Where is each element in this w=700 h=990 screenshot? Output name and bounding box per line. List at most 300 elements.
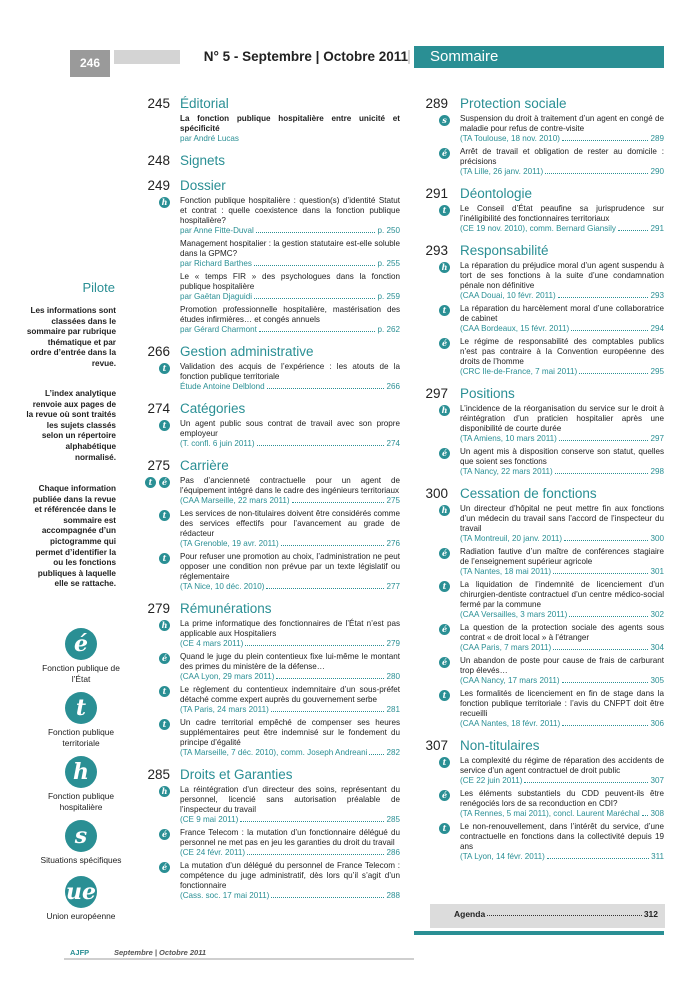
entry-title: Les éléments substantiels du CDD peuvent-ils être renégociés lors de sa reconduction en CDI? (460, 789, 664, 808)
entry-reference (460, 367, 664, 377)
section-heading[interactable] (144, 177, 400, 194)
entry-source: (CE 24 févr. 2011) (180, 848, 246, 857)
dot-leader (618, 224, 649, 231)
entry-source: par Gaëtan Djaguidi (180, 292, 252, 301)
sidebar-paragraph-3: Chaque information publiée dans la revue et référencée dans le sommaire est accompagnée d’un pictogramme qui permet d’identifier la ou les fonctions publiques à laquelle elle se rattache. (32, 484, 116, 589)
dot-leader (271, 705, 385, 712)
entry-page: 282 (386, 748, 400, 757)
section-title: Gestion administrative (180, 344, 314, 359)
entry-title: Suspension du droit à traitement d’un agent en congé de maladie pour refus de contre-visite (460, 114, 664, 133)
dot-leader (257, 439, 385, 446)
territoriale-icon: t (159, 420, 170, 431)
etat-icon: é (439, 338, 450, 349)
entry-title: Un agent mis à disposition conserve son statut, quelles que soient ses fonctions (460, 447, 664, 466)
entry-reference (460, 467, 664, 477)
dot-leader (271, 891, 384, 898)
toc-entry[interactable] (144, 828, 400, 858)
toc-entry[interactable] (144, 619, 400, 649)
situations-icon: s (65, 820, 97, 852)
territoriale-icon: t (159, 510, 170, 521)
entry-title: France Telecom : la mutation d’un fonctionnaire délégué du personnel ne met pas en jeu les garanties du droit du travail (180, 828, 400, 847)
dot-leader (247, 848, 384, 855)
entry-page: 305 (650, 676, 664, 685)
bottom-teal-bar (414, 931, 664, 935)
entry-page: 304 (650, 643, 664, 652)
ue-icon: ue (65, 876, 97, 908)
entry-source: (CAA Bordeaux, 15 févr. 2011) (460, 324, 570, 333)
section-title: Non-titulaires (460, 738, 540, 753)
section-title: Carrière (180, 458, 229, 473)
territoriale-icon: t (145, 477, 156, 488)
entry-source: (TA Marseille, 7 déc. 2010), comm. Joseph Andreani (180, 748, 368, 757)
toc-entry[interactable] (424, 789, 664, 819)
legend-item (36, 692, 126, 748)
dot-leader (558, 291, 649, 298)
toc-section (424, 242, 664, 377)
entry-page: 300 (650, 534, 664, 543)
entry-page: 266 (386, 382, 400, 391)
dot-leader (240, 815, 384, 822)
entry-page: 301 (650, 567, 664, 576)
entry-source: Étude Antoine Delblond (180, 382, 265, 391)
etat-icon: é (159, 862, 170, 873)
entry-title: Les services de non-titulaires doivent être considérés comme des services effectifs pour l’avancement au grade de rédacteur (180, 509, 400, 538)
toc-section (144, 152, 400, 169)
entry-title: Le Conseil d’État peaufine sa jurisprudence sur l’inéligibilité des fonctionnaires territoriaux (460, 204, 664, 223)
entry-title: Le « temps FIR » des psychologues dans la fonction publique hospitalière (180, 272, 400, 291)
section-page-number: 289 (425, 96, 448, 111)
entry-source: par Gérard Charmont (180, 325, 257, 334)
entry-title: Un cadre territorial empêché de compenser ses heures supplémentaires peut être indemnisé sur le fondement du principe d’égalité (180, 718, 400, 747)
entry-reference (180, 292, 400, 302)
territoriale-icon: t (439, 305, 450, 316)
toc-entry[interactable] (424, 504, 664, 544)
entry-reference (460, 434, 664, 444)
toc-entry[interactable] (424, 756, 664, 786)
entry-title: La question de la protection sociale des agents sous contrat « de droit local » à l’étranger (460, 623, 664, 642)
section-page-number: 275 (147, 458, 170, 473)
entry-source: (CAA Lyon, 29 mars 2011) (180, 672, 275, 681)
dot-leader (369, 748, 384, 755)
entry-source: (CAA Douai, 10 févr. 2011) (460, 291, 556, 300)
entry-title: La fonction publique hospitalière entre unicité et spécificité (180, 114, 400, 133)
dot-leader (559, 434, 649, 441)
entry-source: (TA Montreuil, 20 janv. 2011) (460, 534, 563, 543)
entry-title: Le régime de responsabilité des comptables publics n’est pas contraire à la Convention européenne des droits de l’homme (460, 337, 664, 366)
section-title: Protection sociale (460, 96, 567, 111)
section-title: Dossier (180, 178, 226, 193)
entry-page: 288 (386, 891, 400, 900)
toc-entry[interactable] (424, 261, 664, 301)
section-title: Déontologie (460, 186, 533, 201)
territoriale-icon: t (439, 757, 450, 768)
section-heading[interactable] (144, 457, 400, 474)
dot-leader (569, 610, 648, 617)
entry-reference (460, 167, 664, 177)
section-heading[interactable] (144, 600, 400, 617)
entry-page: 291 (650, 224, 664, 233)
entry-title: Pas d’ancienneté contractuelle pour un agent de l’équipement intégré dans le cadre des ingénieurs territoriaux (180, 476, 400, 495)
sidebar-title: Pilote (82, 280, 115, 295)
toc-entry[interactable] (144, 509, 400, 549)
entry-title: La complexité du régime de réparation des accidents de service d’un agent contractuel de droit public (460, 756, 664, 775)
toc-entry[interactable] (144, 305, 400, 335)
entry-source: (CRC Ile-de-France, 7 mai 2011) (460, 367, 578, 376)
territoriale-icon: t (65, 692, 97, 724)
toc-section (144, 177, 400, 335)
dot-leader (259, 325, 376, 332)
toc-entry[interactable] (144, 272, 400, 302)
etat-icon: é (65, 628, 97, 660)
entry-page: 280 (386, 672, 400, 681)
entry-reference (180, 259, 400, 269)
dot-leader (553, 567, 648, 574)
entry-title: Fonction publique hospitalière : question(s) d’identité Statut et contrat : quelle coexistence dans la fonction publique hospitalière? (180, 196, 400, 225)
toc-entry[interactable] (424, 656, 664, 686)
entry-source: (TA Grenoble, 19 avr. 2011) (180, 539, 279, 548)
toc-section (144, 457, 400, 592)
entry-reference (460, 534, 664, 544)
entry-title: Radiation fautive d’un maître de conférences stagiaire de l’enseignement supérieur agricole (460, 547, 664, 566)
entry-page: 290 (650, 167, 664, 176)
section-heading[interactable] (424, 242, 664, 259)
toc-entry[interactable] (424, 547, 664, 577)
agenda-entry[interactable] (454, 909, 658, 919)
legend-label: Fonction publique de l’État (42, 663, 120, 684)
section-page-number: 266 (147, 344, 170, 359)
entry-reference (180, 382, 400, 392)
dot-leader (256, 226, 376, 233)
toc-entry[interactable] (424, 204, 664, 234)
toc-entry[interactable] (424, 580, 664, 620)
dot-leader (562, 719, 648, 726)
entry-source: (TA Nice, 10 déc. 2010) (180, 582, 265, 591)
territoriale-icon: t (159, 363, 170, 374)
entry-source: (CE 4 mars 2011) (180, 639, 244, 648)
footer-date: Septembre | Octobre 2011 (114, 948, 206, 957)
legend-label: Situations spécifiques (40, 855, 122, 865)
entry-reference (180, 134, 400, 144)
territoriale-icon: t (439, 823, 450, 834)
toc-entry[interactable] (144, 861, 400, 901)
section-page-number: 293 (425, 243, 448, 258)
entry-title: Pour refuser une promotion au choix, l’administration ne peut opposer une condition non prévue par un texte législatif ou réglementaire (180, 552, 400, 581)
dot-leader (254, 292, 375, 299)
dot-leader (562, 676, 649, 683)
entry-title: Management hospitalier : la gestion statutaire est-elle soluble dans la GPMC? (180, 239, 400, 258)
legend-item (36, 820, 126, 866)
toc-section (144, 400, 400, 449)
section-page-number: 297 (425, 386, 448, 401)
section-page-number: 248 (147, 153, 170, 168)
toc-entry[interactable] (424, 304, 664, 334)
section-page-number: 307 (425, 738, 448, 753)
sidebar-paragraph-1: Les informations sont classées dans le sommaire par rubrique thématique et par ordre d’entrée dans la revue. (26, 306, 116, 368)
section-title: Responsabilité (460, 243, 549, 258)
situations-icon: s (439, 115, 450, 126)
dot-leader (642, 809, 649, 816)
section-page-number: 291 (425, 186, 448, 201)
toc-entry[interactable] (144, 419, 400, 449)
entry-reference (180, 891, 400, 901)
entry-page: p. 259 (377, 292, 400, 301)
section-heading[interactable] (144, 766, 400, 783)
entry-page: 298 (650, 467, 664, 476)
legend-label: Union européenne (46, 911, 116, 921)
entry-reference (460, 567, 664, 577)
entry-reference (180, 848, 400, 858)
entry-reference (460, 224, 664, 234)
entry-source: par Anne Fitte-Duval (180, 226, 254, 235)
dot-leader (292, 496, 385, 503)
entry-source: (TA Lille, 26 janv. 2011) (460, 167, 544, 176)
entry-title: Promotion professionnelle hospitalière, mastérisation des études infirmières… et congés annuels (180, 305, 400, 324)
dot-leader (276, 672, 384, 679)
dot-leader (553, 643, 648, 650)
entry-title: Le non-renouvellement, dans l’intérêt du service, d’une contractuelle en fonctions dans la collectivité depuis 19 ans (460, 822, 664, 851)
section-heading[interactable] (424, 95, 664, 112)
entry-source: (CE 9 mai 2011) (180, 815, 239, 824)
hospitaliere-icon: h (439, 262, 450, 273)
toc-entry[interactable] (144, 196, 400, 236)
section-heading[interactable] (144, 343, 400, 360)
issue-title: N° 5 - Septembre | Octobre 2011 (180, 46, 408, 68)
entry-title: Un abandon de poste pour cause de frais de carburant trop élevés… (460, 656, 664, 675)
toc-section (144, 95, 400, 144)
etat-icon: é (439, 624, 450, 635)
toc-entry[interactable] (424, 623, 664, 653)
dot-leader (267, 382, 385, 389)
entry-source: (TA Toulouse, 18 nov. 2010) (460, 134, 560, 143)
entry-source: (Cass. soc. 17 mai 2011) (180, 891, 270, 900)
toc-section (144, 600, 400, 758)
toc-entry[interactable] (424, 337, 664, 377)
section-heading[interactable] (424, 737, 664, 754)
entry-title: La réintégration d’un directeur des soins, représentant du personnel, licencié sans autorisation préalable de l’inspecteur du travail (180, 785, 400, 814)
toc-entry[interactable] (144, 476, 400, 506)
entry-page: p. 255 (377, 259, 400, 268)
toc-entry[interactable] (144, 718, 400, 758)
entry-reference (460, 676, 664, 686)
entry-page: 279 (386, 639, 400, 648)
hospitaliere-icon: h (439, 505, 450, 516)
entry-page: 302 (650, 610, 664, 619)
section-title: Catégories (180, 401, 246, 416)
entry-reference (180, 672, 400, 682)
entry-reference (180, 325, 400, 335)
entry-reference (460, 719, 664, 729)
entry-reference (460, 324, 664, 334)
entry-reference (460, 776, 664, 786)
entry-page: 294 (650, 324, 664, 333)
entry-source: (CE 22 juin 2011) (460, 776, 523, 785)
legend-item (36, 628, 126, 684)
entry-page: 289 (650, 134, 664, 143)
toc-entry[interactable] (424, 147, 664, 177)
right-column (424, 95, 664, 865)
etat-icon: é (439, 148, 450, 159)
page-number: 246 (70, 50, 110, 77)
entry-title: La liquidation de l’indemnité de licenciement d’un chirurgien-dentiste contractuel d’un centre médico-social fermé par la commune (460, 580, 664, 609)
dot-leader (564, 534, 648, 541)
entry-source: (CE 19 nov. 2010), comm. Bernard Giansily (460, 224, 616, 233)
dot-leader (266, 582, 384, 589)
section-title: Cessation de fonctions (460, 486, 597, 501)
entry-title: La réparation du harcèlement moral d’une collaboratrice de cabinet (460, 304, 664, 323)
toc-section (424, 737, 664, 862)
etat-icon: é (439, 657, 450, 668)
toc-section (144, 766, 400, 901)
section-heading[interactable] (424, 185, 664, 202)
left-column (144, 95, 400, 904)
entry-page: 311 (651, 852, 664, 861)
footer-rule (64, 958, 414, 960)
toc-entry[interactable] (144, 114, 400, 144)
entry-title: Un directeur d’hôpital ne peut mettre fin aux fonctions d’un médecin du travail sans l’accord de l’inspecteur du travail (460, 504, 664, 533)
toc-entry[interactable] (144, 552, 400, 592)
dot-leader (245, 639, 384, 646)
entry-source: (TA Rennes, 5 mai 2011), concl. Laurent Maréchal (460, 809, 640, 818)
section-page-number: 274 (147, 401, 170, 416)
entry-page: 285 (386, 815, 400, 824)
entry-reference (180, 582, 400, 592)
entry-reference (180, 748, 400, 758)
entry-source: par Richard Barthes (180, 259, 252, 268)
entry-title: Validation des acquis de l’expérience : les atouts de la fonction publique territoriale (180, 362, 400, 381)
legend-label: Fonction publique hospitalière (47, 791, 115, 812)
dot-leader (555, 467, 649, 474)
territoriale-icon: t (439, 581, 450, 592)
section-page-number: 279 (147, 601, 170, 616)
agenda-label: Agenda (454, 909, 486, 919)
entry-page: 286 (386, 848, 400, 857)
section-heading[interactable] (424, 385, 664, 402)
toc-entry[interactable] (144, 652, 400, 682)
toc-section (144, 343, 400, 392)
entry-page: 277 (386, 582, 400, 591)
hospitaliere-icon: h (65, 756, 97, 788)
entry-title: La réparation du préjudice moral d’un agent suspendu à tort de ses fonctions à la suite d’une condamnation pénale non définitive (460, 261, 664, 290)
entry-reference (180, 539, 400, 549)
toc-section (424, 385, 664, 477)
section-title: Rémunérations (180, 601, 272, 616)
entry-page: 307 (650, 776, 664, 785)
entry-page: 293 (650, 291, 664, 300)
entry-title: Un agent public sous contrat de travail avec son propre employeur (180, 419, 400, 438)
section-title: Positions (460, 386, 515, 401)
dot-leader (545, 167, 648, 174)
section-title: Signets (180, 153, 226, 168)
entry-reference (460, 643, 664, 653)
entry-source: (TA Nantes, 18 mai 2011) (460, 567, 552, 576)
dot-leader (571, 324, 648, 331)
toc-section (424, 185, 664, 234)
toc-section (424, 485, 664, 729)
toc-entry[interactable] (144, 785, 400, 825)
section-page-number: 245 (147, 96, 170, 111)
legend-label: Fonction publique territoriale (47, 727, 115, 748)
entry-title: La mutation d’un délégué du personnel de France Telecom : compétence du juge administratif, dès lors qu’il s’agit d’un fonctionnaire (180, 861, 400, 890)
entry-source: (CAA Nancy, 17 mars 2011) (460, 676, 560, 685)
entry-reference (460, 291, 664, 301)
toc-entry[interactable] (144, 685, 400, 715)
section-title: Droits et Garanties (180, 767, 293, 782)
entry-reference (180, 639, 400, 649)
etat-icon: é (159, 829, 170, 840)
hospitaliere-icon: h (159, 620, 170, 631)
toc-entry[interactable] (424, 689, 664, 729)
entry-title: Quand le juge du plein contentieux fixe lui-même le montant des primes du ministère de la défense… (180, 652, 400, 671)
toc-entry[interactable] (144, 362, 400, 392)
toc-entry[interactable] (424, 404, 664, 444)
etat-icon: é (439, 790, 450, 801)
section-page-number: 285 (147, 767, 170, 782)
sidebar-paragraph-2: L’index analytique renvoie aux pages de la revue où sont traités les sujets classés selon un répertoire alphabétique normalisé. (26, 389, 116, 462)
entry-title: Arrêt de travail et obligation de rester au domicile : précisions (460, 147, 664, 166)
entry-reference (180, 439, 400, 449)
territoriale-icon: t (159, 553, 170, 564)
entry-page: 306 (650, 719, 664, 728)
hospitaliere-icon: h (439, 405, 450, 416)
entry-reference (180, 226, 400, 236)
dot-leader (562, 134, 649, 141)
entry-reference (460, 134, 664, 144)
territoriale-icon: t (159, 686, 170, 697)
territoriale-icon: t (439, 690, 450, 701)
section-heading[interactable] (144, 95, 400, 112)
toc-entry[interactable] (144, 239, 400, 269)
etat-icon: é (159, 653, 170, 664)
toc-entry[interactable] (424, 447, 664, 477)
territoriale-icon: t (439, 205, 450, 216)
entry-page: 275 (386, 496, 400, 505)
entry-source: (CAA Marseille, 22 mars 2011) (180, 496, 290, 505)
entry-page: 308 (650, 809, 664, 818)
entry-page: p. 262 (377, 325, 400, 334)
entry-reference (180, 815, 400, 825)
toc-entry[interactable] (424, 114, 664, 144)
entry-source: (CAA Versailles, 3 mars 2011) (460, 610, 568, 619)
section-title: Éditorial (180, 96, 229, 111)
dot-leader (281, 539, 385, 546)
section-heading[interactable] (144, 400, 400, 417)
section-heading[interactable] (144, 152, 400, 169)
entry-title: Les formalités de licenciement en fin de stage dans la fonction publique territoriale : l’avis du CNFPT doit être recueilli (460, 689, 664, 718)
entry-source: (TA Amiens, 10 mars 2011) (460, 434, 557, 443)
entry-page: p. 250 (377, 226, 400, 235)
entry-reference (460, 852, 664, 862)
hospitaliere-icon: h (159, 197, 170, 208)
entry-page: 297 (650, 434, 664, 443)
entry-source: (CAA Paris, 7 mars 2011) (460, 643, 552, 652)
section-page-number: 249 (147, 178, 170, 193)
etat-icon: é (439, 448, 450, 459)
section-heading[interactable] (424, 485, 664, 502)
toc-section (424, 95, 664, 177)
entry-page: 295 (650, 367, 664, 376)
entry-source: (T. confl. 6 juin 2011) (180, 439, 255, 448)
entry-source: par André Lucas (180, 134, 239, 143)
etat-icon: é (439, 548, 450, 559)
entry-reference (460, 809, 664, 819)
entry-source: (TA Nancy, 22 mars 2011) (460, 467, 553, 476)
toc-entry[interactable] (424, 822, 664, 862)
entry-source: (CAA Nantes, 18 févr. 2011) (460, 719, 561, 728)
entry-source: (TA Paris, 24 mars 2011) (180, 705, 269, 714)
footer-journal: AJFP (70, 948, 90, 957)
section-page-number: 300 (425, 486, 448, 501)
legend-item (36, 876, 126, 922)
